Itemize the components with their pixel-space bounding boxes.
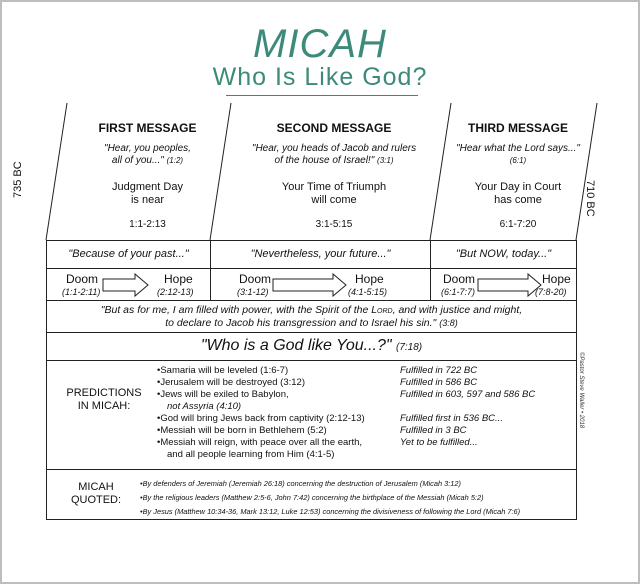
prediction-fulfillment: Fulfilled in 603, 597 and 586 BC (400, 389, 536, 400)
message-heading: SECOND MESSAGE (276, 121, 392, 135)
quoted-label-2: QUOTED: (70, 494, 122, 506)
message-ref: (3:1) (377, 156, 394, 165)
doom-label-3: Doom (443, 272, 476, 286)
message-theme-2: will come (311, 194, 357, 206)
doom-label-1: Doom (66, 272, 99, 286)
table-top-border (46, 240, 577, 241)
who-quote-text: "Who is a God like You...?" (200, 337, 392, 354)
who-quote (47, 337, 576, 355)
quoted-item: •By defenders of Jeremiah (Jeremiah 26:18) concerning the destruction of Jerusalem (Micah 3:12) (140, 479, 461, 488)
page-subtitle: Who Is Like God? (212, 63, 428, 91)
power-quote-lord: Lord (371, 304, 393, 316)
prediction-fulfillment: Fulfilled first in 536 BC... (400, 413, 503, 424)
message-column-2 (234, 121, 434, 230)
row-divider (46, 332, 577, 333)
row-divider (46, 268, 577, 269)
power-quote-ref: (3:8) (439, 318, 458, 328)
message-theme-2: is near (130, 194, 165, 206)
row-divider (46, 360, 577, 361)
phrase-3: "But NOW, today..." (455, 248, 552, 260)
message-theme-2: has come (494, 194, 542, 206)
table-left-border (46, 240, 47, 520)
hope-label-3: Hope (542, 272, 571, 286)
prediction-text: •Jews will be exiled to Babylon, (157, 389, 289, 400)
message-range: 6:1-7:20 (499, 219, 537, 230)
quoted-item: •By Jesus (Matthew 10:34-36, Mark 13:12, Luke 12:53) concerning the divisiveness of following the Lord (Micah 7:6) (140, 507, 521, 516)
predictions-label-1: PREDICTIONS (66, 387, 142, 399)
prediction-row (157, 365, 577, 377)
message-column-1 (70, 121, 225, 230)
message-quote: "Hear what the Lord says..." (456, 143, 580, 154)
prediction-text-2: not Assyria (4:10) (167, 400, 242, 412)
copyright: ©Pastor Steve Waller • 2018 (578, 352, 584, 429)
predictions-label (54, 387, 154, 413)
message-quote-2: all of you..." (111, 155, 164, 166)
prediction-text: •Messiah will be born in Bethlehem (5:2) (157, 425, 327, 436)
message-heading: FIRST MESSAGE (98, 121, 197, 135)
message-quote-2: of the house of Israel!" (274, 155, 375, 166)
message-theme: Your Time of Triumph (281, 181, 387, 193)
doom-ref-2: (3:1-12) (237, 287, 269, 297)
hope-ref-2: (4:1-5:15) (348, 287, 388, 297)
doom-label-2: Doom (239, 272, 272, 286)
message-quote: "Hear, you peoples, (104, 143, 191, 154)
prediction-row (157, 413, 577, 425)
prediction-fulfillment: Fulfilled in 3 BC (400, 425, 467, 436)
hope-ref-1: (2:12-13) (157, 287, 194, 297)
predictions-list (157, 365, 577, 461)
quoted-list (140, 477, 574, 519)
prediction-text: •Jerusalem will be destroyed (3:12) (157, 377, 306, 388)
message-theme: Judgment Day (112, 181, 183, 193)
message-heading: THIRD MESSAGE (467, 121, 568, 135)
phrase-2: "Nevertheless, your future..." (250, 248, 391, 260)
quoted-item: •By the religious leaders (Matthew 2:5-6, John 7:42) concerning the birthplace of the Messiah (Micah 5:2) (140, 493, 484, 502)
end-date-label: 710 BC (584, 180, 596, 217)
quoted-label (54, 481, 138, 507)
prediction-row (157, 425, 577, 437)
start-date-label: 735 BC (12, 161, 24, 198)
power-quote-line2: to declare to Jacob his transgression and to Israel his sin." (165, 317, 437, 329)
power-quote-text: "But as for me, I am filled with power, with the Spirit of the (100, 304, 372, 316)
message-theme: Your Day in Court (474, 181, 562, 193)
prediction-text-2: and all people learning from Him (4:1-5) (167, 448, 335, 460)
prediction-row (157, 377, 577, 389)
prediction-fulfillment: Yet to be fulfilled... (400, 437, 478, 448)
quoted-label-1: MICAH (78, 481, 114, 493)
message-ref: (1:2) (166, 156, 184, 165)
prediction-row (157, 389, 577, 413)
table-bottom-border (46, 519, 577, 520)
row-divider (46, 300, 577, 301)
who-quote-ref: (7:18) (396, 342, 423, 353)
message-quote: "Hear, you heads of Jacob and rulers (251, 143, 417, 154)
prediction-fulfillment: Fulfilled in 722 BC (400, 365, 478, 376)
hope-label-2: Hope (355, 272, 384, 286)
doom-ref-1: (1:1-2:11) (62, 287, 101, 297)
prediction-text: •Messiah will reign, with peace over all the earth, (157, 437, 363, 448)
message-range: 3:1-5:15 (315, 219, 353, 230)
message-column-3 (448, 121, 588, 230)
row-divider (46, 469, 577, 470)
phrase-1: "Because of your past..." (68, 248, 189, 260)
message-range: 1:1-2:13 (129, 219, 166, 230)
message-ref: (6:1) (509, 156, 527, 165)
arrow-1 (103, 274, 148, 296)
doom-ref-3: (6:1-7:7) (441, 287, 476, 297)
prediction-row (157, 437, 577, 461)
hope-label-1: Hope (164, 272, 193, 286)
power-quote-text-2: , and with justice and might, (392, 304, 523, 316)
hope-ref-3: (7:8-20) (535, 287, 567, 297)
page-title: MICAH (253, 22, 387, 66)
predictions-label-2: IN MICAH: (77, 400, 131, 412)
power-quote (47, 304, 576, 330)
prediction-text: •God will bring Jews back from captivity (2:12-13) (157, 413, 365, 424)
prediction-text: •Samaria will be leveled (1:6-7) (157, 365, 289, 376)
prediction-fulfillment: Fulfilled in 586 BC (400, 377, 478, 388)
